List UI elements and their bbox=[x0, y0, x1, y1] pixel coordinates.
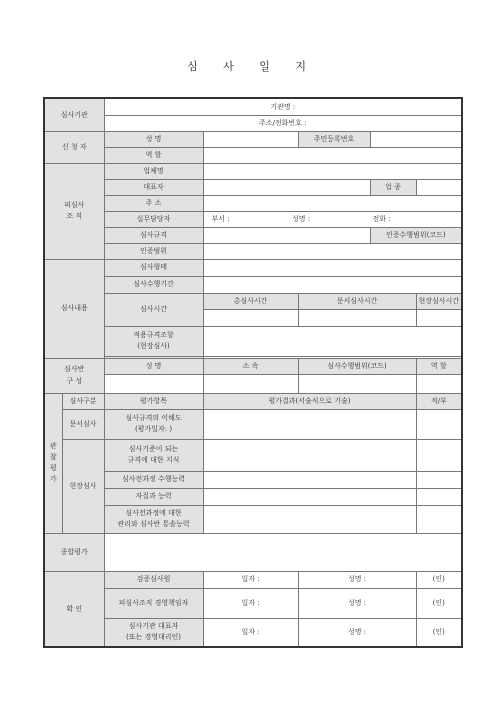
site-item-knowledge bbox=[104, 439, 203, 471]
site-time-label: 현장심사시간 bbox=[416, 293, 462, 309]
clause-field[interactable] bbox=[203, 326, 462, 356]
industry-field[interactable] bbox=[416, 179, 462, 195]
team-role-field[interactable] bbox=[416, 374, 462, 393]
org-section-label bbox=[44, 163, 104, 259]
team-scope-header: 심사수행범위(코드) bbox=[298, 358, 416, 374]
clause-label-line2: (현장심사) bbox=[137, 342, 170, 350]
site-item-management bbox=[104, 505, 203, 533]
auditor-seal[interactable]: (인) bbox=[416, 571, 462, 588]
doc-audit-result-field[interactable] bbox=[203, 409, 416, 439]
staff-name-label: 성명 : bbox=[292, 214, 311, 223]
total-time-field[interactable] bbox=[203, 309, 298, 326]
site-item-1-line1: 심사기준이 되는 bbox=[128, 444, 179, 453]
site-item-4-line1: 심사전과정에 대한 bbox=[125, 508, 182, 517]
category-header: 심사구분 bbox=[62, 393, 104, 409]
site-item-4-line2: 관리와 심사반 통솔능력 bbox=[117, 520, 190, 528]
applicant-id-label: 주민등록번호 bbox=[298, 131, 370, 147]
agency-name-field[interactable]: 기관명 : bbox=[104, 98, 462, 115]
doc-item-line2: (평가일자: ) bbox=[134, 425, 173, 433]
audit-period-field[interactable] bbox=[203, 276, 462, 293]
org-label-line2: 조 직 bbox=[66, 212, 83, 220]
cert-scope-label: 인증범위 bbox=[104, 243, 203, 259]
staff-phone-label: 전화 : bbox=[372, 214, 391, 223]
audit-type-field[interactable] bbox=[203, 259, 462, 276]
site-performance-fit-field[interactable] bbox=[416, 471, 462, 488]
site-item-qualification: 자질과 능력 bbox=[104, 488, 203, 505]
org-head-date-field[interactable]: 일자 : bbox=[203, 588, 298, 618]
fit-header: 적/부 bbox=[416, 393, 462, 409]
applicant-name-field[interactable] bbox=[203, 131, 298, 147]
team-section-label bbox=[44, 358, 104, 393]
agency-head-line1: 심사기관 대표자 bbox=[128, 622, 179, 631]
team-label-line2: 구 성 bbox=[66, 376, 83, 385]
agency-address-field[interactable]: 주소/전화번호 : bbox=[104, 115, 462, 131]
industry-label: 업 종 bbox=[370, 179, 416, 195]
audit-standard-field[interactable] bbox=[203, 227, 370, 243]
site-item-performance: 심사전과정 수행능력 bbox=[104, 471, 203, 488]
doc-item-line1: 심사규격의 이해도 bbox=[125, 413, 182, 422]
applicant-role-label: 역 할 bbox=[104, 147, 203, 163]
staff-label: 실무담당자 bbox=[104, 211, 203, 227]
agency-head-label bbox=[104, 618, 203, 647]
observation-char-2: 찰 bbox=[49, 452, 57, 461]
org-label-line1: 피심사 bbox=[64, 200, 85, 209]
doc-time-field[interactable] bbox=[298, 309, 416, 326]
site-qualification-result-field[interactable] bbox=[203, 488, 416, 505]
agency-head-name-field[interactable]: 성명 : bbox=[298, 618, 416, 647]
total-time-label: 총심사시간 bbox=[203, 293, 298, 309]
agency-head-seal[interactable]: (인) bbox=[416, 618, 462, 647]
auditor-name-field[interactable]: 성명 : bbox=[298, 571, 416, 588]
doc-audit-item bbox=[104, 409, 203, 439]
clause-label-line1: 적용규격조항 bbox=[133, 330, 174, 339]
company-label: 업체명 bbox=[104, 163, 203, 179]
team-label-line1: 심사반 bbox=[64, 365, 85, 374]
overall-eval-field[interactable] bbox=[104, 533, 462, 571]
auditor-label: 검증심사원 bbox=[104, 571, 203, 588]
applicant-id-field[interactable] bbox=[370, 131, 462, 147]
address-field[interactable] bbox=[203, 195, 462, 211]
applicant-role-field[interactable] bbox=[203, 147, 462, 163]
audit-period-label: 심사수행기간 bbox=[104, 276, 203, 293]
agency-section-label: 심사기관 bbox=[44, 98, 104, 131]
org-head-label: 피심사조직 경영책임자 bbox=[104, 588, 203, 618]
team-name-header: 성 명 bbox=[104, 358, 203, 374]
site-knowledge-fit-field[interactable] bbox=[416, 439, 462, 471]
team-affiliation-header: 소 속 bbox=[203, 358, 298, 374]
scope-code-label: 인증수행범위(코드) bbox=[370, 227, 462, 243]
observation-char-4: 가 bbox=[49, 475, 57, 484]
staff-dept-label: 부서 : bbox=[211, 214, 230, 223]
audit-log-form bbox=[43, 97, 463, 648]
doc-audit-label: 문서심사 bbox=[62, 409, 104, 439]
site-performance-result-field[interactable] bbox=[203, 471, 416, 488]
overall-eval-label: 종합평가 bbox=[44, 533, 104, 571]
site-item-1-line2: 규격에 대한 지식 bbox=[127, 456, 180, 464]
team-affiliation-field[interactable] bbox=[203, 374, 298, 393]
site-qualification-fit-field[interactable] bbox=[416, 488, 462, 505]
cert-scope-field[interactable] bbox=[203, 243, 462, 259]
audit-standard-label: 심사규격 bbox=[104, 227, 203, 243]
audit-content-label: 심사내용 bbox=[44, 259, 104, 358]
observation-char-1: 관 bbox=[49, 441, 57, 450]
audit-type-label: 심사형태 bbox=[104, 259, 203, 276]
agency-head-date-field[interactable]: 일자 : bbox=[203, 618, 298, 647]
document-title: 심 사 일 지 bbox=[187, 60, 317, 73]
observation-eval-label bbox=[44, 393, 62, 533]
address-label: 주 소 bbox=[104, 195, 203, 211]
team-name-field[interactable] bbox=[104, 374, 203, 393]
doc-audit-fit-field[interactable] bbox=[416, 409, 462, 439]
team-scope-field[interactable] bbox=[298, 374, 416, 393]
clause-label bbox=[104, 326, 203, 356]
eval-item-header: 평가항목 bbox=[104, 393, 203, 409]
org-head-name-field[interactable]: 성명 : bbox=[298, 588, 416, 618]
audit-time-label: 심사시간 bbox=[104, 293, 203, 326]
site-knowledge-result-field[interactable] bbox=[203, 439, 416, 471]
doc-time-label: 문서심사시간 bbox=[298, 293, 416, 309]
team-role-header: 역 할 bbox=[416, 358, 462, 374]
confirm-section-label: 확 인 bbox=[44, 571, 104, 647]
eval-result-header: 평가결과(서술식으로 기술) bbox=[203, 393, 416, 409]
org-head-seal[interactable]: (인) bbox=[416, 588, 462, 618]
auditor-date-field[interactable]: 일자 : bbox=[203, 571, 298, 588]
applicant-name-label: 성 명 bbox=[104, 131, 203, 147]
site-management-fit-field[interactable] bbox=[416, 505, 462, 533]
site-time-field[interactable] bbox=[416, 309, 462, 326]
company-field[interactable] bbox=[203, 163, 462, 179]
staff-field[interactable] bbox=[203, 211, 462, 227]
agency-head-line2: (또는 경영대리인) bbox=[125, 633, 182, 642]
ceo-field[interactable] bbox=[203, 179, 370, 195]
site-audit-label: 현장심사 bbox=[62, 439, 104, 533]
ceo-label: 대표자 bbox=[104, 179, 203, 195]
site-management-result-field[interactable] bbox=[203, 505, 416, 533]
observation-char-3: 평 bbox=[49, 464, 57, 472]
applicant-section-label: 신 청 자 bbox=[44, 131, 104, 163]
